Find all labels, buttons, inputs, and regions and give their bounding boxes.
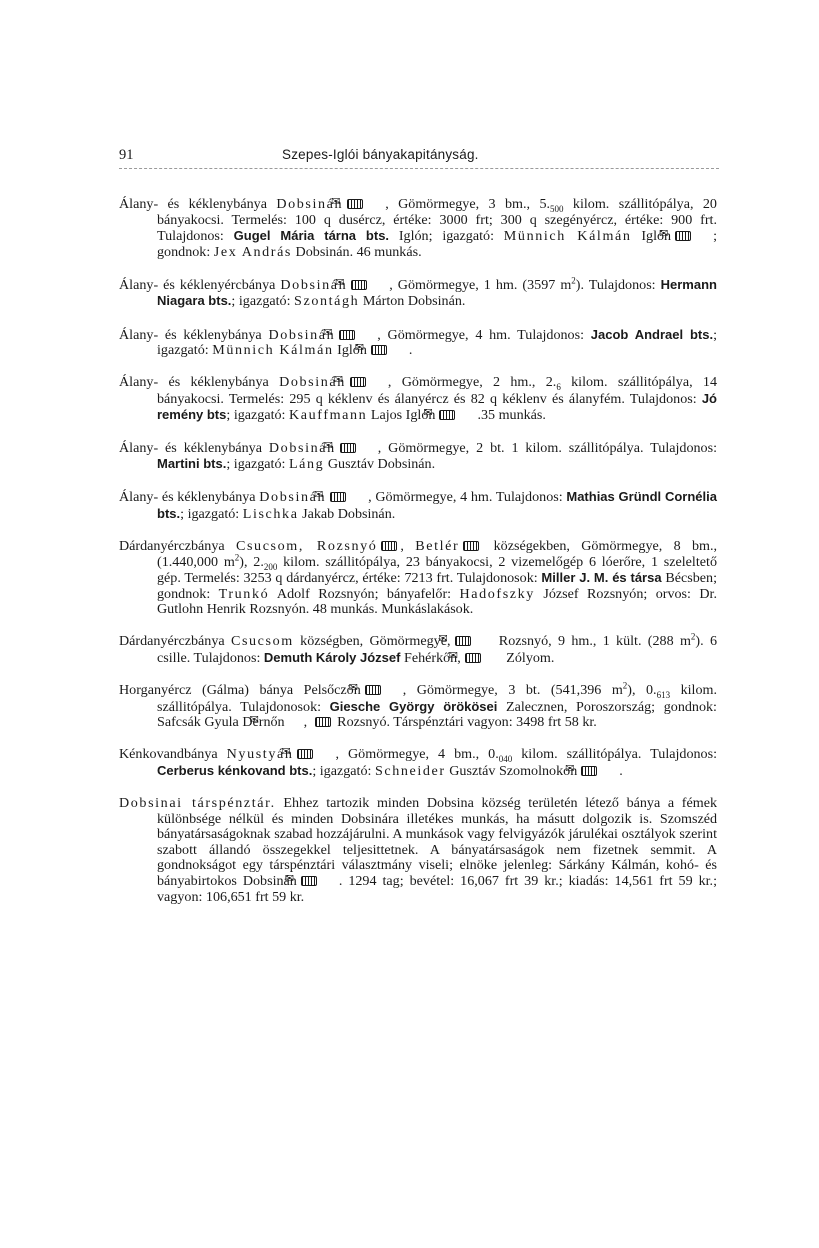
railway-station-icon (371, 345, 387, 355)
entry-text: Zalecznen, Poroszország; gondnok: Safcsák Gyula Dernőn (157, 698, 717, 731)
entry-sup: 2 (571, 275, 576, 286)
treasury-title: Dobsinai társpénztár. (119, 795, 276, 812)
entry-text: kilom. szállitópálya. Tulajdonos: (512, 746, 718, 763)
railway-station-icon (465, 653, 481, 663)
treasury-entry (119, 796, 717, 905)
post-office-icon (387, 685, 400, 693)
mine-entry: Horganyércz (Gálma) bánya Pelsőczön✉ , Gömörmegye, 3 bt. (541,396 $m^2$), $0._{613}$ kilom. szállitópálya. Tulajdonosok: Giesche György örökösei Zalecznen, Poroszország; gondnok: Safcsák Gyula Dernőn✉ , Rozsnyó. Társpénztári vagyon: 3498 frt 58 kr. (119, 683, 717, 731)
mine-place-2: Betlér (415, 537, 460, 554)
entry-text: ). Tulajdonos: (575, 276, 661, 293)
mine-entry (119, 747, 717, 779)
page-title: Szepes-Iglói bányakapitányság. (282, 147, 479, 162)
overseer-name: Hadofszky (459, 585, 535, 602)
mine-place: Csucsom, Rozsnyó (235, 537, 378, 554)
post-office-icon (319, 749, 332, 757)
entry-sub: 613 (656, 689, 671, 700)
director-name: Szontágh (294, 293, 360, 310)
entry-text: kilom. szállitópálya, 23 bányakocsi, 2 vizemelőgép 6 lóerőre, 1 szeleltető gép. Termelés: 3253 q dárdanyércz, értéke: 7213 frt. Tulajdonosok: (157, 553, 717, 587)
railway-station-icon (351, 280, 367, 290)
entry-text: Fehérkőn, (400, 649, 461, 666)
post-office-icon (373, 280, 386, 288)
entry-text: ; igazgató: (226, 407, 289, 424)
mine-place: Nyustyán (226, 746, 294, 763)
railway-station-icon (350, 377, 366, 387)
entry-text: Jakab Dobsinán. (298, 505, 396, 522)
railway-station-icon (297, 749, 313, 759)
entry-text: kilom. szállitópálya, 20 bányakocsi. Termelés: 100 q dusércz, értéke: 3000 frt; 300 q szegényércz, értéke: 900 frt. Tulajdonos: (157, 196, 717, 245)
post-office-icon (361, 330, 374, 338)
post-office-icon (288, 717, 301, 725)
director-name: Münnich Kálmán (503, 228, 632, 245)
mine-type: Kénkovandbánya (119, 746, 218, 763)
railway-station-icon (381, 541, 397, 551)
railway-station-icon (347, 199, 363, 209)
entry-text: kilom. szállitópálya. Tulajdonosok: (157, 682, 718, 715)
entry-text: Lajos Iglón (367, 407, 436, 424)
entry-text: , Gömörmegye, 4 hm. Tulajdonos: (377, 326, 591, 343)
railway-station-icon (339, 330, 355, 340)
owner-name: Jacob Andrael bts. (590, 326, 714, 342)
mine-entry (119, 539, 717, 618)
entry-text: ; igazgató: (180, 505, 243, 522)
railway-station-icon (365, 685, 381, 695)
entry-text: , Gömörmegye, 2 bt. 1 kilom. szállitópálya. Tulajdonos: (377, 439, 717, 456)
railway-station-icon (301, 876, 317, 886)
railway-station-icon (455, 636, 471, 646)
mine-type: Álany- és kéklenyércbánya (119, 276, 276, 293)
mine-type: Horganyércz (119, 682, 192, 699)
post-office-icon (477, 636, 490, 644)
entry-sup: 2 (690, 631, 696, 642)
railway-station-icon (439, 410, 455, 420)
manager-name: Jex András (213, 243, 293, 260)
entry-text: községekben, Gömörmegye, 8 bm., (1.440,000 m (157, 537, 717, 570)
post-office-icon (393, 345, 406, 353)
mine-place: Dobsinán (276, 196, 344, 212)
entry-text: , Gömörmegye, 3 bm., 5. (385, 196, 551, 212)
railway-station-icon (340, 443, 356, 453)
mine-type: Álany- és kéklenybánya (119, 439, 262, 456)
director-name: Münnich Kálmán (212, 342, 334, 359)
mine-type: Dárdanyérczbánya (119, 537, 225, 554)
entry-text: .35 munkás. (477, 407, 546, 424)
manager-name: Trunkó (218, 585, 270, 602)
mine-type: Álany- és kéklenybánya (119, 326, 262, 343)
director-name: Kauffmann (289, 407, 368, 424)
railway-station-icon (463, 541, 479, 551)
entry-text: ; igazgató: (226, 456, 289, 473)
mine-place: Dobsinán (268, 326, 336, 343)
entry-sub: 040 (498, 754, 513, 765)
entry-sup: 2 (234, 551, 240, 562)
post-office-icon (697, 231, 710, 239)
entry-text: ), 0. (627, 682, 657, 699)
entry-text: , Gömörmegye, 3 bt. (541,396 m (402, 682, 623, 699)
mine-place: (Gálma) bánya Pelsőczön (202, 682, 361, 699)
entry-text: Iglón; igazgató: (389, 228, 504, 245)
entry-text: ). 6 csille. Tulajdonos: (157, 633, 717, 666)
entry-text: kilom. szállitópálya, 14 bányakocsi. Termelés: 295 q kéklenv és álanyércz és 82 q kéklenv és álanyfém. Tulajdonos: (157, 374, 717, 407)
entry-text: . 1294 tag; bevétel: 16,067 frt 39 kr.; kiadás: 14,561 frt 59 kr.; vagyon: 106,651 frt 59 kr. (157, 873, 717, 905)
mine-place: Dobsinán (268, 439, 336, 456)
entry-text: Dobsinán. 46 munkás. (292, 243, 422, 260)
post-office-icon (372, 377, 385, 385)
page-number: 91 (119, 147, 134, 163)
entry-text: Iglón (631, 228, 672, 245)
post-office-icon (352, 492, 365, 500)
entry-text: , (400, 537, 416, 554)
mine-entry (119, 375, 717, 424)
owner-name: Hermann Niagara bts. (157, 276, 717, 309)
entry-text: , Gömörmegye, 4 hm. Tulajdonos: (368, 489, 567, 506)
entry-text: , Gömörmegye, 4 bm., 0. (335, 746, 499, 763)
entry-text: Ehhez tartozik minden Dobsina község területén létező bánya a fémek különbsége nélkül és minden Dobsinára illetékes munkás, ha másutt dolgozik is. Szomszéd bányatársaságoknak szabad hozzájárulni. A munkások vagy felvigyázók járulékai osztályok szerint szabott állandó összegekkel teljesittetnek. A bányatársaságok nem fizetnek semmit. A gondnokságot egy társpénztári választmány viseli; elnöke jelenleg: Sárkány Kálmán, kohó- és bányabirtokos Dobsinán (157, 795, 717, 889)
entry-text: Rozsnyó, 9 hm., 1 kült. (288 m (492, 633, 691, 650)
owner-name: Jó remény bts (157, 390, 717, 423)
director-name: Schneider (374, 762, 446, 779)
entry-sub: 200 (263, 561, 278, 572)
entry-text: ), 2. (239, 553, 264, 570)
entry-text: Rozsnyó. Társpénztári vagyon: 3498 frt 58 kr. (333, 714, 597, 731)
railway-station-icon (675, 231, 691, 241)
mine-entry (119, 277, 717, 310)
entry-text: ; gondnok: (157, 228, 717, 260)
entry-text: ; igazgató: (157, 326, 717, 359)
entry-text: Márton Dobsinán. (359, 293, 466, 310)
mine-place: Csucsom (230, 633, 294, 650)
entry-text: , Gömörmegye, 2 hm., 2. (387, 374, 557, 391)
mine-type: Álany- és kéklenybánya (119, 489, 256, 506)
entry-text: Zólyom. (502, 649, 555, 666)
entry-sub: 6 (556, 382, 561, 393)
entry-text: ; igazgató: (312, 762, 375, 779)
header-rule (119, 168, 719, 169)
railway-station-icon (581, 766, 597, 776)
post-office-icon (323, 876, 336, 884)
entry-text: Adolf Rozsnyón; bányafelőr: (269, 585, 460, 602)
entry-list (119, 197, 717, 922)
mine-place: Dobsinán (279, 374, 346, 391)
entry-text: . (619, 762, 623, 779)
entry-sub: 500 (550, 203, 564, 214)
entry-text: . (408, 342, 413, 359)
mine-entry (119, 327, 717, 359)
director-name: Láng (288, 456, 325, 473)
entry-text: Iglón (333, 342, 367, 359)
post-office-icon (487, 653, 500, 661)
post-office-icon (369, 199, 382, 207)
mine-entry (119, 197, 717, 260)
mine-place: Dobsinán (259, 489, 327, 506)
post-office-icon (362, 443, 375, 451)
mine-type: Álany- és kéklenybánya (119, 374, 269, 391)
entry-text: Gusztáv Dobsinán. (324, 456, 436, 473)
post-office-icon (461, 410, 474, 418)
railway-station-icon (330, 492, 346, 502)
mine-place: Dobsinán (280, 276, 348, 293)
director-name: Lischka (242, 505, 299, 522)
railway-station-icon (315, 717, 331, 727)
owner-name: Cerberus kénkovand bts. (157, 762, 313, 778)
entry-text: községben, Gömörmegye, (293, 633, 451, 650)
entry-text: Bécsben; gondnok: (157, 570, 717, 602)
entry-text: József Rozsnyón; orvos: Dr. Gutlohn Henrik Rozsnyón. 48 munkás. Munkáslakások. (157, 585, 717, 618)
owner-name: Martini bts. (157, 456, 227, 472)
mine-entry (119, 631, 717, 666)
page-header (119, 147, 719, 169)
entry-text: , Gömörmegye, 1 hm. (3597 m (389, 276, 572, 293)
entry-sup: 2 (622, 680, 628, 691)
mine-entry (119, 441, 717, 473)
owner-name: Mathias Gründl Cornélia bts. (157, 489, 717, 521)
mine-type: Dárdanyérczbánya (119, 633, 225, 650)
mine-type: Álany- és kéklenybánya (119, 196, 267, 212)
owner-name: Gugel Mária tárna bts. (233, 228, 390, 244)
mine-entry (119, 489, 717, 522)
owner-name: Giesche György örökösei (329, 698, 498, 714)
post-office-icon (603, 766, 616, 774)
entry-text: ; igazgató: (231, 293, 295, 310)
owner-name: Demuth Károly József (263, 649, 401, 665)
entry-text: Gusztáv Szomolnokon (445, 762, 578, 779)
owner-name: Miller J. M. és társa (541, 570, 662, 586)
